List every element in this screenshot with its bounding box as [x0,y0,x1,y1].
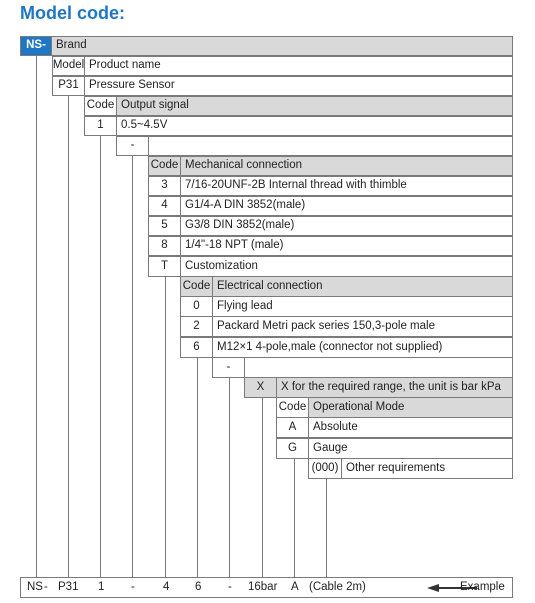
example-part: NS [27,581,43,593]
output-signal-header: Output signal [116,96,513,116]
mechanical-option: G1/4-A DIN 3852(male) [180,196,513,216]
example-label: Example [460,581,505,593]
connector-line [262,397,263,578]
connector-line [294,459,295,578]
separator-blank [244,357,513,378]
example-part: 16bar [248,581,278,593]
electrical-option: Flying lead [212,296,513,317]
example-part: - [44,581,48,593]
model-code-header: Model [52,56,85,76]
mechanical-option: 7/16-20UNF-2B Internal thread with thimble [180,176,513,196]
connector-line [197,358,198,578]
example-part: 4 [163,581,170,593]
output-signal: 0.5~4.5V [116,116,513,136]
operational-option: Absolute [308,417,513,438]
output-code-header: Code [84,96,117,116]
electrical-connection-header: Electrical connection [212,276,513,297]
connector-line [36,56,37,578]
mechanical-option: 1/4"-18 NPT (male) [180,236,513,256]
mechanical-code: 8 [148,236,181,256]
electrical-option: Packard Metri pack series 150,3-pole male [212,316,513,337]
example-part: - [131,581,135,593]
electrical-option: M12×1 4-pole,male (connector not supplied) [212,337,513,358]
operational-option: Gauge [308,438,513,459]
mechanical-code: T [148,256,181,277]
electrical-code: 6 [180,337,213,358]
brand-label: Brand [51,36,513,56]
range-description: X for the required range, the unit is bar kPa [276,377,513,398]
page-title: Model code: [20,3,126,23]
connector-line [229,378,230,578]
example-part: 1 [98,581,105,593]
mechanical-code: 3 [148,176,181,196]
model-code: P31 [52,76,85,96]
operational-code: G [276,438,309,459]
brand-code: NS- [20,36,52,56]
connector-line [132,156,133,578]
other-code: (000) [308,458,342,479]
example-part: (Cable 2m) [309,581,366,593]
range-code: X [244,377,277,398]
mechanical-option: G3/8 DIN 3852(male) [180,216,513,236]
example-row [20,577,513,598]
operational-mode-header: Operational Mode [308,397,513,418]
example-part: 6 [195,581,202,593]
mechanical-option: Customization [180,256,513,277]
electrical-code-header: Code [180,276,213,297]
connector-line [100,136,101,578]
example-part: P31 [58,581,79,593]
mechanical-code: 5 [148,216,181,236]
output-code: 1 [84,116,117,136]
product-name: Pressure Sensor [84,76,513,96]
separator-code: - [116,136,149,156]
operational-code: A [276,417,309,438]
example-part: A [291,581,299,593]
mechanical-connection-header: Mechanical connection [180,156,513,176]
separator-blank [148,136,513,156]
electrical-code: 2 [180,316,213,337]
connector-line [68,96,69,578]
operational-code-header: Code [276,397,309,418]
product-name-header: Product name [84,56,513,76]
other-requirements: Other requirements [341,458,513,479]
electrical-code: 0 [180,296,213,317]
mechanical-code: 4 [148,196,181,216]
example-part: - [228,581,232,593]
mechanical-code-header: Code [148,156,181,176]
connector-line [326,479,327,578]
connector-line [165,277,166,578]
separator-code: - [212,357,245,378]
